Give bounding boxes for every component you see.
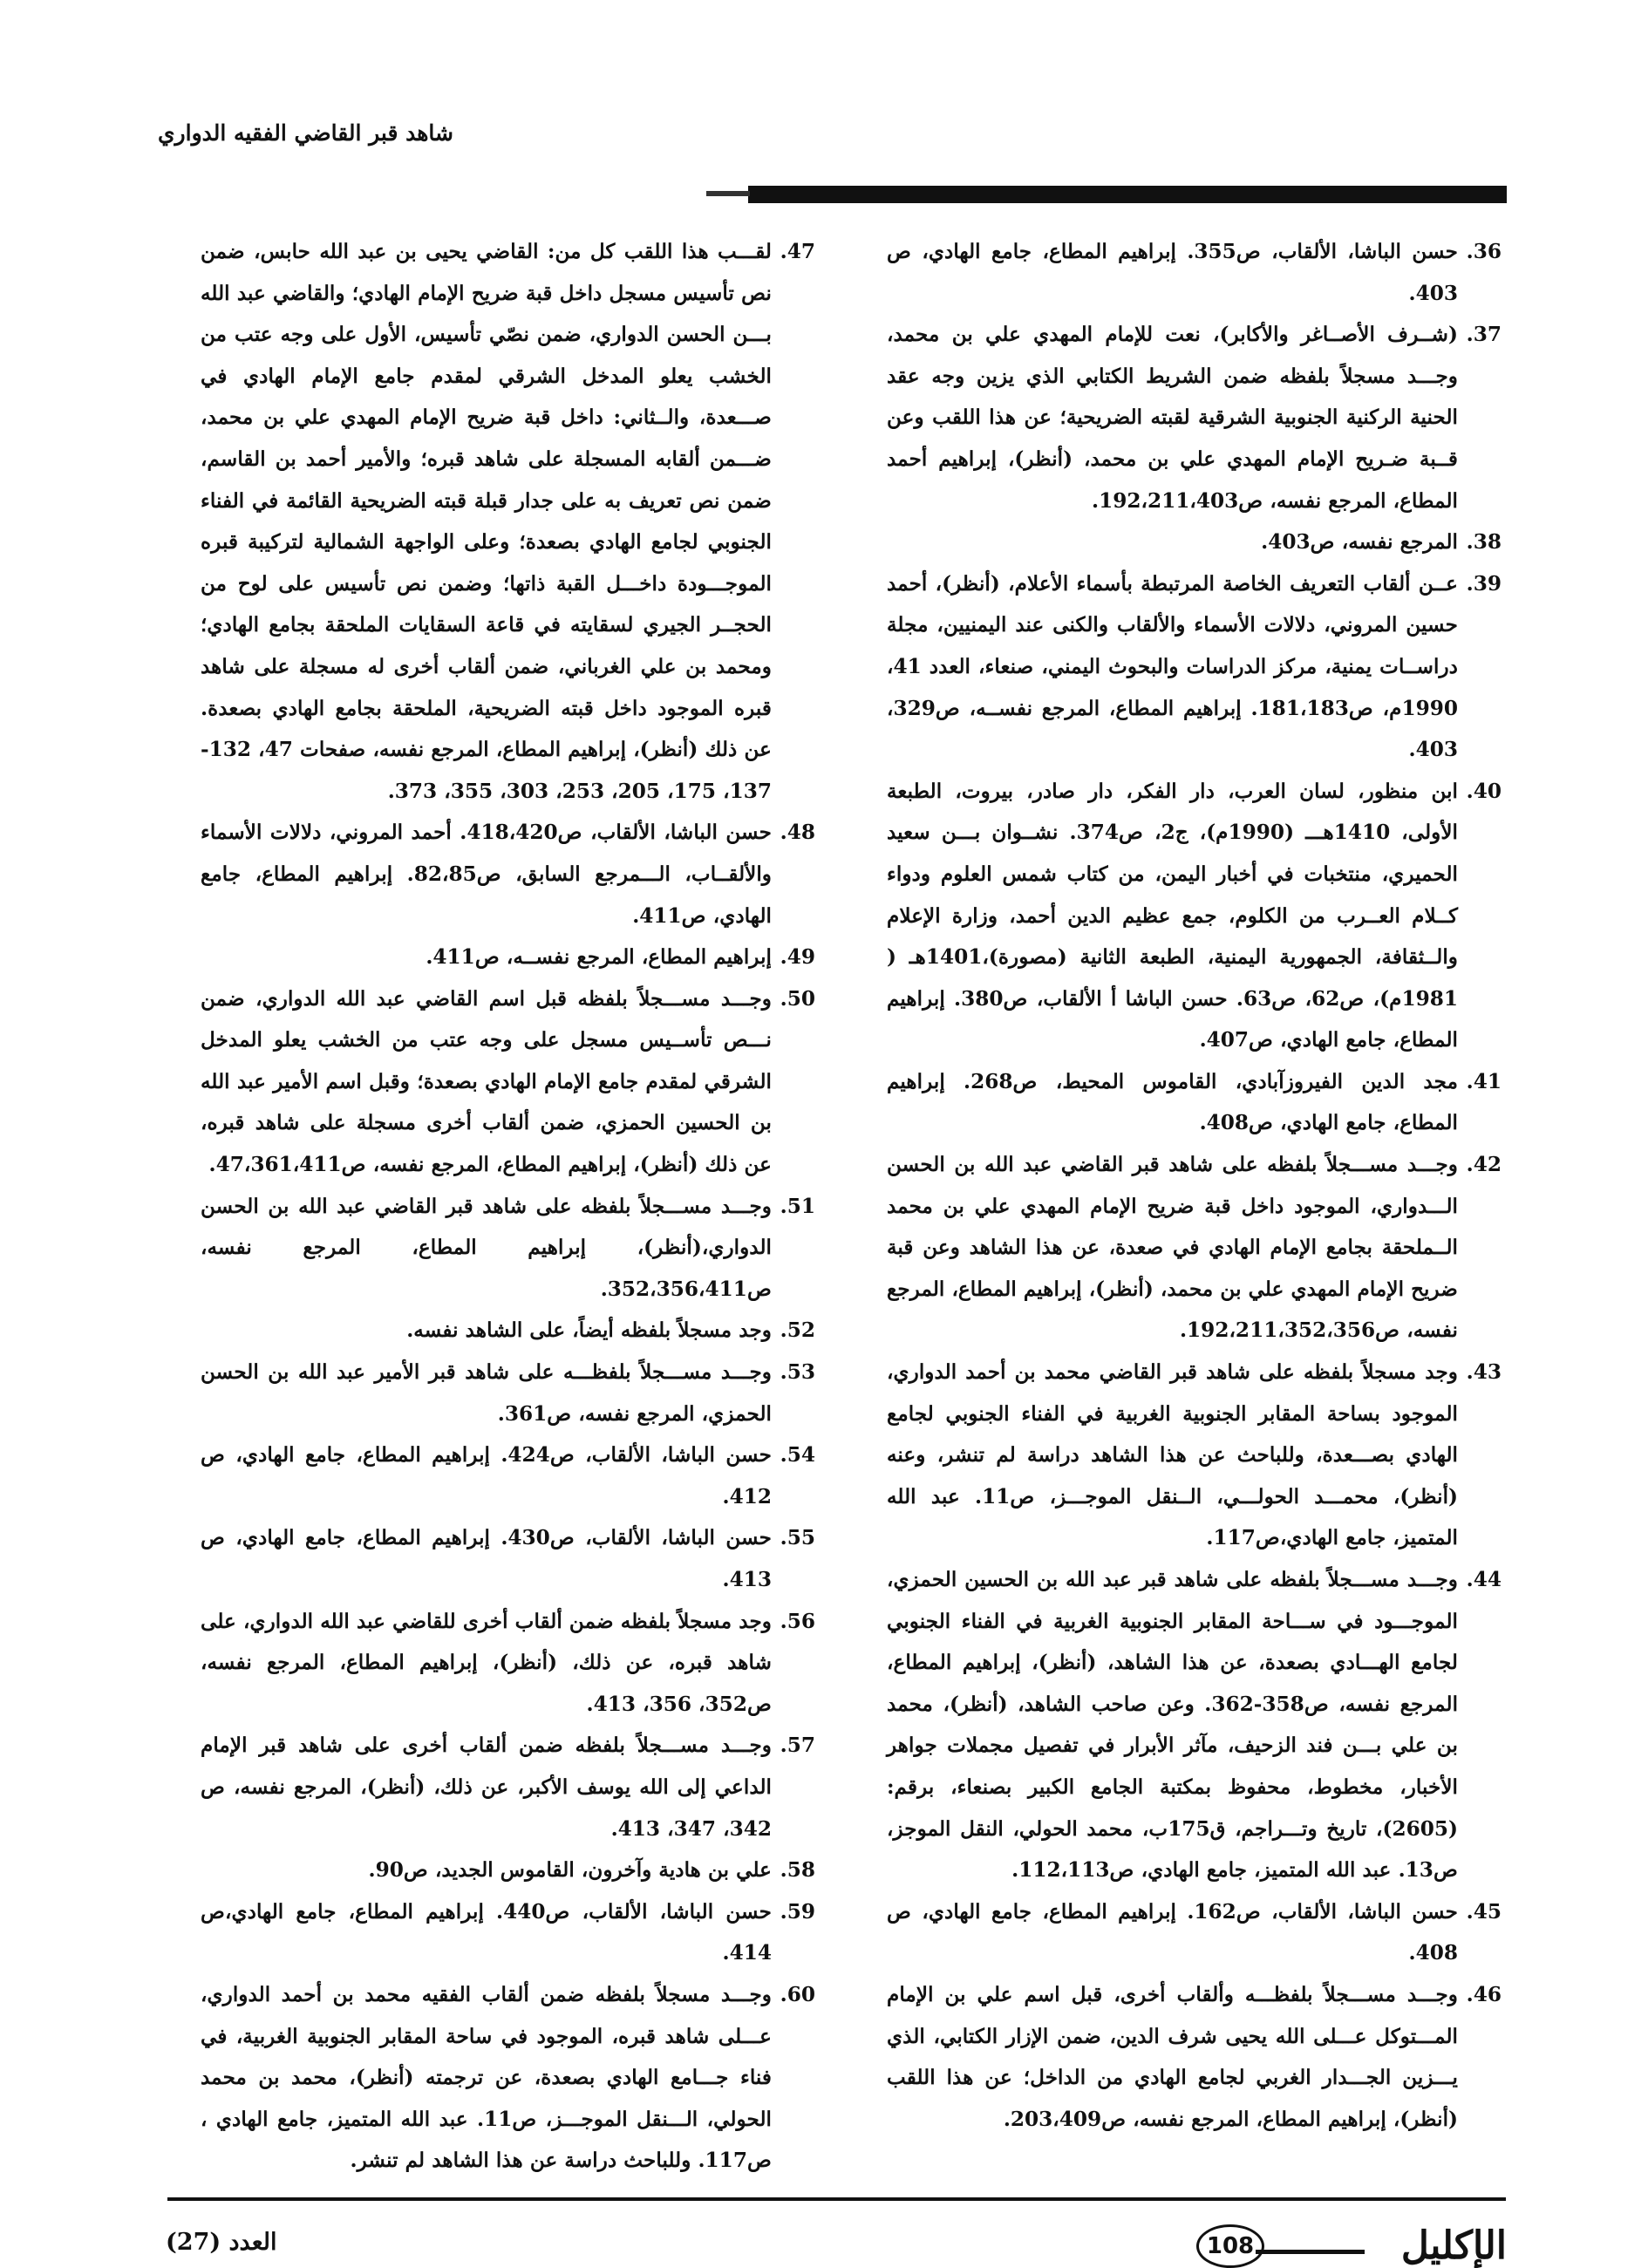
footer-divider [1256,2250,1365,2254]
footnote-number: 57. [780,1733,815,1758]
footnote-text: وجـــد مسجلاً بلفظه ضمن ألقاب الفقيه محمد بن أحمد الدواري، عـــلى شاهد قبره، الموجود في ساحة المقابر الجنوبية الغربية، في فناء جـــامع الهادي بصعدة، عن ترجمته (أنظر)، محمد بن محمد الحولي، الـــنقل الموجـــز، ص11. عبد الله المتميز، جامع الهادي ، ص117. وللباحث دراسة عن هذا الشاهد لم تنشر. [201,1982,772,2173]
footnote-39 [887,563,1502,771]
footnote-number: 52. [780,1318,815,1343]
footnote-text: حسن الباشا، الألقاب، ص418،420. أحمد المروني، دلالات الأسماء والألقــاب، الـــمرجع السابق، ص82،85. إبراهيم المطاع، جامع الهادي، ص411. [201,821,773,928]
footnote-48 [201,812,815,936]
footnote-54 [201,1434,815,1517]
footnote-number: 37. [1466,323,1502,347]
footnote-51 [201,1186,815,1311]
footnote-52 [201,1310,815,1352]
footnote-number: 47. [780,240,815,263]
top-rule-tail [706,191,750,196]
footnote-37 [887,314,1502,521]
footnote-40 [887,771,1502,1061]
footnote-text: وجـــد مســـجلاً بلفظه على شاهد قبر عبد الله بن الحسين الحمزي، الموجـــود في ســـاحة المقابر الجنوبية الغربية في الفناء الجنوبي لجامع الهـــادي بصعدة، عن هذا الشاهد، (أنظر)، إبراهيم المطاع، المرجع نفسه، ص358-362. وعن صاحب الشاهد، (أنظر)، محمد بن علي بـــن فند الزحيف، مآثر الأبرار في تفصيل مجملات جواهر الأخبار، مخطوط، محفوظ بمكتبة الجامع الكبير بصنعاء، برقم: (2605)، تاريخ وتـــراجم، ق175ب، محمد الحولي، النقل الموجز، ص13. عبد الله المتميز، جامع الهادي، ص112،113. [887,1568,1459,1883]
footnote-number: 48. [780,821,815,845]
notes-column-right [887,231,1502,2140]
footnote-number: 39. [1466,571,1502,596]
footnote-number: 50. [780,986,815,1011]
footnote-text: وجـــد مســـجلاً بلفظـــه وألقاب أخرى، قبل اسم علي بن الإمام المـــتوكل عـــلى الله يحيى شرف الدين، ضمن الإزار الكتابي، الذي يـــزين الجـــدار الغربي لجامع الهادي من الداخل؛ عن هذا اللقب (أنظر)، إبراهيم المطاع، المرجع نفسه، ص203،409. [887,1982,1458,2131]
footnote-text: حسن الباشا، الألقاب، ص162. إبراهيم المطاع، جامع الهادي، ص 408. [887,1899,1458,1965]
footnote-55 [201,1517,815,1600]
footnote-text: المرجع نفسه، ص403. [1261,530,1458,555]
footnote-number: 41. [1466,1069,1502,1093]
footnote-text: إبراهيم المطاع، المرجع نفســه، ص411. [426,945,772,970]
footnote-41 [887,1061,1502,1144]
journal-logo: الإكليل [1400,2224,1507,2268]
footnote-text: وجد مسجلاً بلفظه على شاهد قبر القاضي محمد بن أحمد الدواري، الموجود بساحة المقابر الجنوبية الغربية في الفناء الجنوبي لجامع الهادي بصـــعدة، وللباحث عن هذا الشاهد دراسة لم تنشر، وعنه (أنظر)، محمـــد الحولـــي، الــنقل الموجـــز، ص11. عبد الله المتميز، جامع الهادي،ص117. [887,1360,1458,1550]
bottom-rule [167,2197,1506,2201]
footnote-number: 56. [780,1609,815,1633]
page-number: 108 [1196,2224,1264,2268]
footnote-53 [201,1352,815,1434]
footnote-number: 60. [780,1982,815,2006]
footnote-text: حسن الباشا، الألقاب، ص355. إبراهيم المطاع، جامع الهادي، ص 403. [887,240,1458,305]
footnote-46 [887,1974,1502,2140]
footnote-49 [201,936,815,978]
footnote-text: وجـــد مســـجلاً بلفظه ضمن ألقاب أخرى على شاهد قبر الإمام الداعي إلى الله يوسف الأكبر، عن ذلك، (أنظر)، المرجع نفسه، ص 342، 347، 413. [201,1733,772,1841]
footnote-number: 44. [1466,1568,1502,1591]
footnote-36 [887,231,1502,314]
footnote-43 [887,1352,1502,1559]
footnote-text: لقـــب هذا اللقب كل من: القاضي يحيى بن عبد الله حابس، ضمن نص تأسيس مسجل داخل قبة ضريح الإمام الهادي؛ والقاضي عبد الله بـــن الحسن الدواري، ضمن نصّي تأسيس، الأول على وجه عتب من الخشب يعلو المدخل الشرقي لمقدم جامع الإمام الهادي في صـــعدة، والــثاني: داخل قبة ضريح الإمام المهدي علي بن محمد، ضـــمن ألقابه المسجلة على شاهد قبره؛ والأمير أحمد بن القاسم، ضمن نص تعريف به على جدار قبلة قبته الضريحية القائمة في الفناء الجنوبي لجامع الهادي بصعدة؛ وعلى الواجهة الشمالية لتركيبة قبره الموجـــودة داخـــل القبة ذاتها؛ وضمن نص تأسيس على لوح من الحجــر الجيري لسقايته في قاعة السقايات الملحقة بجامع الهادي؛ ومحمد بن علي الغرباني، ضمن ألقاب أخرى له مسجلة على شاهد قبره الموجود داخل قبته الضريحية، الملحقة بجامع الهادي بصعدة. عن ذلك (أنظر)، إبراهيم المطاع، المرجع نفسه، صفحات 47، 132-137، 175، 205، 253، 303، 355، 373. [201,240,772,803]
footnote-number: 54. [780,1443,815,1468]
footnote-number: 46. [1466,1982,1502,2006]
footnote-number: 43. [1466,1360,1502,1385]
footnote-45 [887,1891,1502,1974]
footnote-60 [201,1974,815,2182]
footnote-text: وجـــد مســـجلاً بلفظه على شاهد قبر القاضي عبد الله بن الحسن الـــدواري، الموجود داخل قبة ضريح الإمام المهدي علي بن محمد الــملحقة بجامع الإمام الهادي في صعدة، عن هذا الشاهد وعن قبة ضريح الإمام المهدي علي بن محمد، (أنظر)، إبراهيم المطاع، المرجع نفسه، ص192،211،352،356. [886,1153,1458,1343]
footnote-number: 36. [1466,240,1502,263]
footnote-number: 58. [780,1858,815,1883]
footnote-text: حسن الباشا، الألقاب، ص430. إبراهيم المطاع، جامع الهادي، ص 413. [201,1526,772,1591]
footnote-50 [201,978,815,1186]
footnote-59 [201,1891,815,1974]
footnote-text: (شــرف الأصــاغر والأكابر)، نعت للإمام المهدي علي بن محمد، وجـــد مسجلاً بلفظه ضمن الشريط الكتابي الذي يزين وجه عقد الحنية الركنية الجنوبية الشرقية لقبته الضريحية؛ عن هذا اللقب وعن قــبة ضـريح الإمام المهدي علي بن محمد، (أنظر)، إبراهيم أحمد المطاع، المرجع نفسه، ص192،211،403. [887,323,1458,513]
footnote-text: وجـــد مســـجلاً بلفظه قبل اسم القاضي عبد الله الدواري، ضمن نـــص تأســيس مسجل على وجه عتب من الخشب يعلو المدخل الشرقي لمقدم جامع الإمام الهادي بصعدة؛ وقبل اسم الأمير عبد الله بن الحسين الحمزي، ضمن ألقاب أخرى مسجلة على شاهد قبره، عن ذلك (أنظر)، إبراهيم المطاع، المرجع نفسه، ص47،361،411. [201,986,772,1177]
notes-column-left [201,231,815,2182]
footnote-44 [887,1559,1502,1891]
footnote-42 [887,1144,1502,1352]
footnote-number: 49. [780,945,815,970]
footnote-56 [201,1601,815,1726]
footnote-text: حسن الباشا، الألقاب، ص440. إبراهيم المطاع، جامع الهادي،ص 414. [201,1899,772,1965]
footnote-text: ابن منظور، لسان العرب، دار الفكر، دار صادر، بيروت، الطبعة الأولى، 1410هـــ (1990م)، ج2، ص374. نشــوان بـــن سعيد الحميري، منتخبات في أخبار اليمن، من كتاب شمس العلوم ودواء كــلام العــرب من الكلوم، جمع عظيم الدين أحمد، وزارة الإعلام والــثقافة، الجمهورية اليمنية، الطبعة الثانية (مصورة)،1401هـ ( 1981م)، ص62، ص63. حسن الباشا أ الألقاب، ص380. إبراهيم المطاع، جامع الهادي، ص407. [887,779,1459,1052]
issue-number: العدد (27) [166,2229,277,2256]
footnote-text: وجد مسجلاً بلفظه ضمن ألقاب أخرى للقاضي عبد الله الدواري، على شاهد قبره، عن ذلك، (أنظر)، إبراهيم المطاع، المرجع نفسه، ص352، 356، 413. [201,1609,772,1716]
running-title: شاهد قبر القاضي الفقيه الدواري [157,120,453,146]
footnote-number: 51. [780,1194,815,1218]
footnote-text: عــن ألقاب التعريف الخاصة المرتبطة بأسماء الأعلام، (أنظر)، أحمد حسين المروني، دلالات الأسماء والألقاب والكنى عند اليمنيين، مجلة دراســات يمنية، مركز الدراسات والبحوث اليمني، صنعاء، العدد 41، 1990م، ص181،183. إبراهيم المطاع، المرجع نفســه، ص329، 403. [887,571,1459,762]
footnote-number: 59. [780,1899,815,1924]
footnote-number: 55. [780,1526,815,1550]
footnote-number: 53. [780,1360,815,1385]
footnote-text: وجـــد مســـجلاً بلفظـــه على شاهد قبر الأمير عبد الله بن الحسن الحمزي، المرجع نفسه، ص361. [201,1360,772,1426]
footnote-text: وجد مسجلاً بلفظه أيضاً، على الشاهد نفسه. [406,1318,772,1343]
footnote-text: وجـــد مســـجلاً بلفظه على شاهد قبر القاضي عبد الله بن الحسن الدواري،(أنظر)، إبراهيم المطاع، المرجع نفسه، ص352،356،411. [201,1194,772,1301]
footnote-number: 42. [1466,1153,1502,1177]
footnote-text: حسن الباشا، الألقاب، ص424. إبراهيم المطاع، جامع الهادي، ص 412. [201,1443,772,1509]
footnote-text: علي بن هادية وآخرون، القاموس الجديد، ص90. [368,1858,772,1883]
footnote-number: 40. [1466,779,1502,803]
footnote-47 [201,231,815,812]
footnote-number: 38. [1466,530,1502,555]
footnote-57 [201,1725,815,1849]
footnote-number: 45. [1466,1899,1502,1924]
footnote-38 [887,521,1502,563]
footnote-text: مجد الدين الفيروزآبادي، القاموس المحيط، ص268. إبراهيم المطاع، جامع الهادي، ص408. [887,1069,1458,1135]
footnote-58 [201,1849,815,1891]
top-rule [748,186,1507,203]
